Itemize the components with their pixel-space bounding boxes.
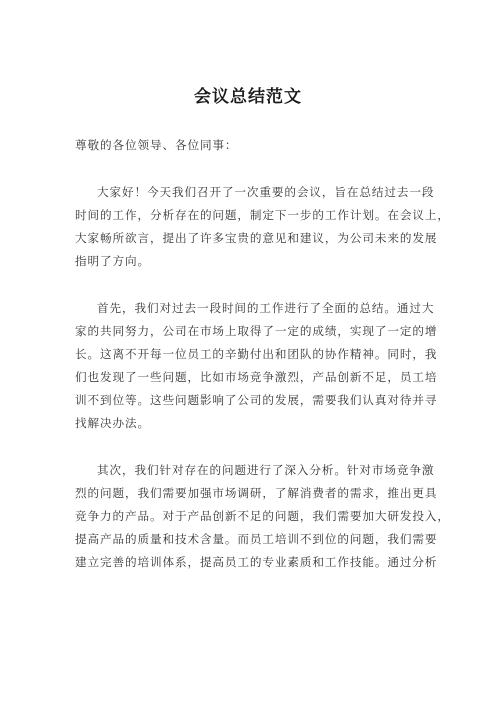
paragraph-2-line-6: 找解决办法。 — [75, 416, 150, 430]
salutation: 尊敬的各位领导、各位同事： — [75, 138, 238, 152]
paragraph-3-line-1: 其次，我们针对存在的问题进行了深入分析。针对市场竞争激 — [97, 463, 435, 477]
paragraph-2-line-1: 首先，我们对过去一段时间的工作进行了全面的总结。通过大 — [97, 301, 435, 315]
paragraph-2-line-5: 训不到位等。这些问题影响了公司的发展，需要我们认真对待并寻 — [75, 393, 438, 407]
paragraph-1-line-1: 大家好！今天我们召开了一次重要的会议，旨在总结过去一段 — [97, 185, 435, 199]
paragraph-2-line-3: 长。这离不开每一位员工的辛勤付出和团队的协作精神。同时，我 — [75, 347, 438, 361]
paragraph-2-line-2: 家的共同努力，公司在市场上取得了一定的成绩，实现了一定的增 — [75, 324, 438, 338]
paragraph-2-line-4: 们也发现了一些问题，比如市场竞争激烈，产品创新不足，员工培 — [75, 370, 438, 384]
paragraph-1-line-2: 时间的工作，分析存在的问题，制定下一步的工作计划。在会议上， — [75, 208, 450, 222]
paragraph-3-line-5: 建立完善的培训体系，提高员工的专业素质和工作技能。通过分析 — [75, 555, 438, 569]
paragraph-1-line-4: 指明了方向。 — [75, 254, 150, 268]
paragraph-1-line-3: 大家畅所欲言，提出了许多宝贵的意见和建议，为公司未来的发展 — [75, 231, 438, 245]
paragraph-3-line-2: 烈的问题，我们需要加强市场调研，了解消费者的需求，推出更具 — [75, 486, 438, 500]
paragraph-3-line-3: 竞争力的产品。对于产品创新不足的问题，我们需要加大研发投入， — [75, 509, 450, 523]
paragraph-3-line-4: 提高产品的质量和技术含量。而员工培训不到位的问题，我们需要 — [75, 532, 438, 546]
document-title: 会议总结范文 — [194, 87, 302, 107]
